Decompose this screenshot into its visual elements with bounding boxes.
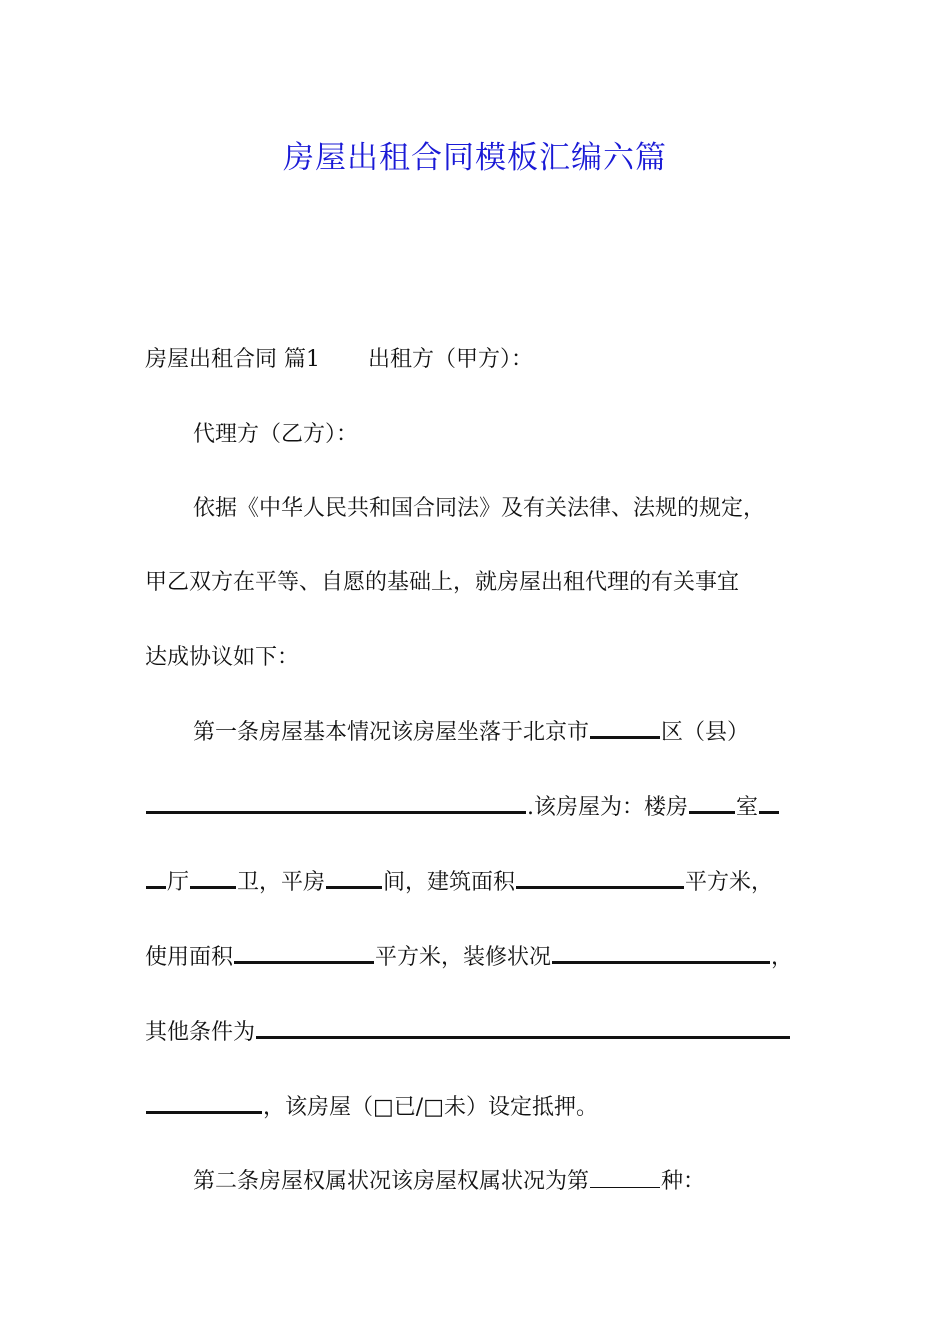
building-type-text: .该房屋为：楼房 (527, 795, 688, 820)
mortgage-line (145, 1093, 598, 1123)
lessor-label: 出租方（甲方）： (368, 347, 534, 372)
fill-blank (190, 886, 236, 889)
contract-heading: 房屋出租合同 篇1 (145, 347, 320, 372)
article-one-text: 第一条房屋基本情况该房屋坐落于北京市 (193, 720, 590, 745)
other-conditions-line (145, 1018, 791, 1048)
room-label: 室 (736, 795, 759, 820)
area-label: 间，建筑面积 (383, 870, 516, 895)
sqm-label: 平方米， (685, 870, 774, 895)
article-two-line (193, 1167, 705, 1197)
bath-label: 卫，平房 (237, 870, 326, 895)
paragraph-line: 依据《中华人民共和国合同法》及有关法律、法规的规定， (193, 496, 766, 521)
paragraph-line: 甲乙双方在平等、自愿的基础上，就房屋出租代理的有关事宜 (145, 570, 740, 595)
decoration-label: 平方米，装修状况 (375, 945, 552, 970)
article-one-line (193, 718, 749, 748)
usage-area-line (145, 943, 793, 973)
fill-blank (759, 811, 779, 814)
document-title: 房屋出租合同模板汇编六篇 (283, 140, 667, 176)
fill-blank (590, 736, 660, 739)
usage-area-label: 使用面积 (145, 945, 234, 970)
fill-blank (552, 961, 770, 964)
fill-blank (146, 811, 526, 814)
comma: ， (771, 945, 794, 970)
article-two-text: 第二条房屋权属状况该房屋权属状况为第 (193, 1169, 590, 1194)
paragraph-line: 达成协议如下： (145, 645, 300, 670)
fill-blank (256, 1036, 790, 1039)
fill-blank (516, 886, 684, 889)
fill-blank (146, 1111, 262, 1114)
type-label: 种： (661, 1169, 706, 1194)
address-line (145, 793, 780, 823)
agent-label: 代理方（乙方）： (193, 422, 359, 447)
fill-blank (590, 1187, 660, 1188)
hall-label: 厅 (167, 870, 190, 895)
other-conditions-label: 其他条件为 (145, 1020, 256, 1045)
fill-blank (689, 811, 735, 814)
mortgage-text: ，该房屋（□已/□未）设定抵押。 (263, 1095, 598, 1120)
district-label: 区（县） (661, 720, 750, 745)
fill-blank (146, 886, 166, 889)
contract-heading-line (145, 345, 533, 375)
fill-blank (326, 886, 382, 889)
layout-line (145, 868, 773, 898)
fill-blank (234, 961, 374, 964)
